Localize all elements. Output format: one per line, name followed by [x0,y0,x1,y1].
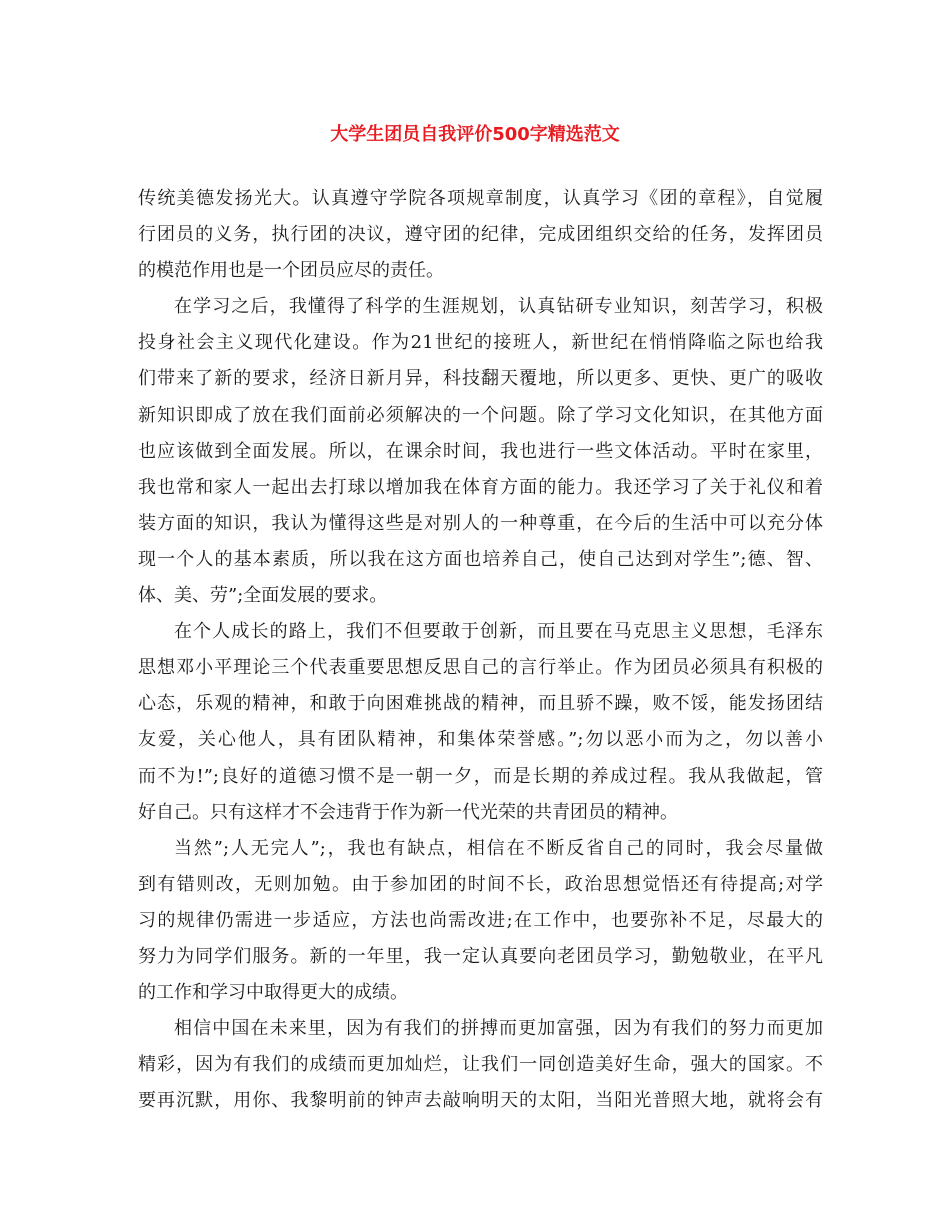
text-line: 投身社会主义现代化建设。作为21世纪的接班人，新世纪在悄悄降临之际也给我 [138,332,823,354]
text-line: 当然”;人无完人”;，我也有缺点，相信在不断反省自己的同时，我会尽量做 [174,837,823,859]
text-line: 我也常和家人一起出去打球以增加我在体育方面的能力。我还学习了关于礼仪和着 [138,476,823,498]
text-line: 现一个人的基本素质，所以我在这方面也培养自己，使自己达到对学生”;德、智、 [138,548,823,570]
text-line: 行团员的义务，执行团的决议，遵守团的纪律，完成团组织交给的任务，发挥团员 [138,224,823,246]
text-line: 到有错则改，无则加勉。由于参加团的时间不长，政治思想觉悟还有待提高;对学 [138,873,823,895]
text-line: 的模范作用也是一个团员应尽的责任。 [138,260,444,282]
text-line: 要再沉默，用你、我黎明前的钟声去敲响明天的太阳，当阳光普照大地，就将会有 [138,1090,823,1112]
text-line: 们带来了新的要求，经济日新月异，科技翻天覆地，所以更多、更快、更广的吸收 [138,368,823,390]
text-line: 思想邓小平理论三个代表重要思想反思自己的言行举止。作为团员必须具有积极的 [138,657,823,679]
document-body [138,181,823,1119]
text-line: 习的规律仍需进一步适应，方法也尚需改进;在工作中，也要弥补不足，尽最大的 [138,909,823,931]
text-line: 友爱，关心他人，具有团队精神，和集体荣誉感。”;勿以恶小而为之，勿以善小 [138,729,823,751]
text-line: 而不为!”;良好的道德习惯不是一朝一夕，而是长期的养成过程。我从我做起，管 [138,765,823,787]
text-line: 的工作和学习中取得更大的成绩。 [138,982,408,1004]
text-line: 传统美德发扬光大。认真遵守学院各项规章制度，认真学习《团的章程》，自觉履 [138,188,823,209]
text-line: 在学习之后，我懂得了科学的生涯规划，认真钻研专业知识，刻苦学习，积极 [174,296,823,318]
text-line: 在个人成长的路上，我们不但要敢于创新，而且要在马克思主义思想，毛泽东 [174,621,823,643]
text-line: 心态，乐观的精神，和敢于向困难挑战的精神，而且骄不躁，败不馁，能发扬团结 [138,693,823,715]
text-line: 精彩，因为有我们的成绩而更加灿烂，让我们一同创造美好生命，强大的国家。不 [138,1054,823,1076]
document-title: 大学生团员自我评价500字精选范文 [330,124,620,145]
text-line: 装方面的知识，我认为懂得这些是对别人的一种尊重，在今后的生活中可以充分体 [138,512,823,534]
text-line: 也应该做到全面发展。所以，在课余时间，我也进行一些文体活动。平时在家里， [138,440,823,462]
text-line: 相信中国在未来里，因为有我们的拼搏而更加富强，因为有我们的努力而更加 [174,1018,823,1040]
text-line: 努力为同学们服务。新的一年里，我一定认真要向老团员学习，勤勉敬业，在平凡 [138,945,823,967]
text-line: 好自己。只有这样才不会违背于作为新一代光荣的共青团员的精神。 [138,801,678,823]
text-line: 体、美、劳”;全面发展的要求。 [138,585,388,607]
text-line: 新知识即成了放在我们面前必须解决的一个问题。除了学习文化知识，在其他方面 [138,404,823,426]
